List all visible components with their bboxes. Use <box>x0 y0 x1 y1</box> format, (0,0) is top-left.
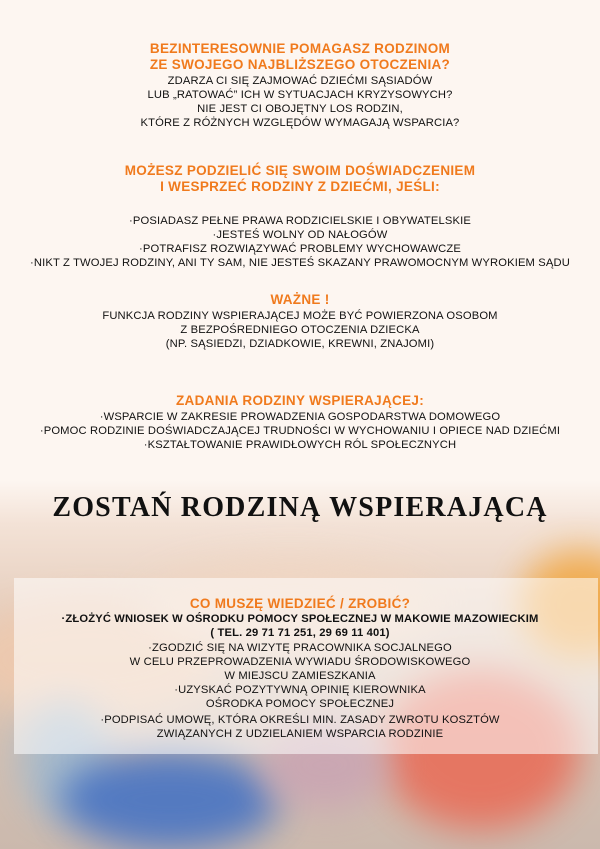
requirement-item: ·POSIADASZ PEŁNE PRAWA RODZICIELSKIE I OBYWATELSKIE <box>129 215 471 227</box>
section1-line: LUB „RATOWAĆ” ICH W SYTUACJACH KRYZYSOWYCH? <box>147 89 453 101</box>
important-line: FUNKCJA RODZINY WSPIERAJĄCEJ MOŻE BYĆ POWIERZONA OSOBOM <box>102 310 498 322</box>
section2-heading-line2: I WESPRZEĆ RODZINY Z DZIEĆMI, JEŚLI: <box>160 179 440 194</box>
todo-line: ·PODPISAĆ UMOWĘ, KTÓRA OKREŚLI MIN. ZASADY ZWROTU KOSZTÓW <box>100 714 500 726</box>
important-line: (NP. SĄSIEDZI, DZIADKOWIE, KREWNI, ZNAJOMI) <box>165 338 435 350</box>
todo-line: W MIEJSCU ZAMIESZKANIA <box>224 670 376 682</box>
important-heading: WAŻNE ! <box>270 292 330 307</box>
section1-line: NIE JEST CI OBOJĘTNY LOS RODZIN, <box>197 103 403 115</box>
task-item: ·KSZTAŁTOWANIE PRAWIDŁOWYCH RÓL SPOŁECZNYCH <box>143 439 457 451</box>
task-item: ·POMOC RODZINIE DOŚWIADCZAJĄCEJ TRUDNOŚCI W WYCHOWANIU I OPIECE NAD DZIEĆMI <box>39 425 561 437</box>
section1-line: KTÓRE Z RÓŻNYCH WZGLĘDÓW WYMAGAJĄ WSPARCIA? <box>140 117 460 129</box>
section1-heading-line2: ZE SWOJEGO NAJBLIŻSZEGO OTOCZENIA? <box>149 57 451 72</box>
todo-bold-line: ·ZŁOŻYĆ WNIOSEK W OŚRODKU POMOCY SPOŁECZNEJ W MAKOWIE MAZOWIECKIM <box>61 613 539 625</box>
todo-heading: CO MUSZĘ WIEDZIEĆ / ZROBIĆ? <box>189 596 411 611</box>
todo-line: ZWIĄZANYCH Z UDZIELANIEM WSPARCIA RODZINIE <box>156 728 444 740</box>
blue-block <box>60 750 280 849</box>
banner-title: ZOSTAŃ RODZINĄ WSPIERAJĄCĄ <box>52 492 548 523</box>
section1-heading-line1: BEZINTERESOWNIE POMAGASZ RODZINOM <box>149 41 451 56</box>
section2-heading-line1: MOŻESZ PODZIELIĆ SIĘ SWOIM DOŚWIADCZENIEM <box>124 163 476 178</box>
todo-line: OŚRODKA POMOCY SPOŁECZNEJ <box>205 698 395 710</box>
section1-line: ZDARZA CI SIĘ ZAJMOWAĆ DZIEĆMI SĄSIADÓW <box>167 75 433 87</box>
todo-phone-line: ( TEL. 29 71 71 251, 29 69 11 401) <box>210 627 390 639</box>
todo-line: ·ZGODZIĆ SIĘ NA WIZYTĘ PRACOWNIKA SOCJALNEGO <box>148 642 452 654</box>
todo-line: ·UZYSKAĆ POZYTYWNĄ OPINIĘ KIEROWNIKA <box>174 684 426 696</box>
requirement-item: ·POTRAFISZ ROZWIĄZYWAĆ PROBLEMY WYCHOWAWCZE <box>139 243 461 255</box>
important-line: Z BEZPOŚREDNIEGO OTOCZENIA DZIECKA <box>180 324 420 336</box>
tasks-heading: ZADANIA RODZINY WSPIERAJĄCEJ: <box>176 393 424 408</box>
task-item: ·WSPARCIE W ZAKRESIE PROWADZENIA GOSPODARSTWA DOMOWEGO <box>99 411 501 423</box>
requirement-item: ·NIKT Z TWOJEJ RODZINY, ANI TY SAM, NIE JESTEŚ SKAZANY PRAWOMOCNYM WYROKIEM SĄDU <box>30 257 570 269</box>
todo-line: W CELU PRZEPROWADZENIA WYWIADU ŚRODOWISKOWEGO <box>129 656 471 668</box>
requirement-item: ·JESTEŚ WOLNY OD NAŁOGÓW <box>212 229 388 241</box>
